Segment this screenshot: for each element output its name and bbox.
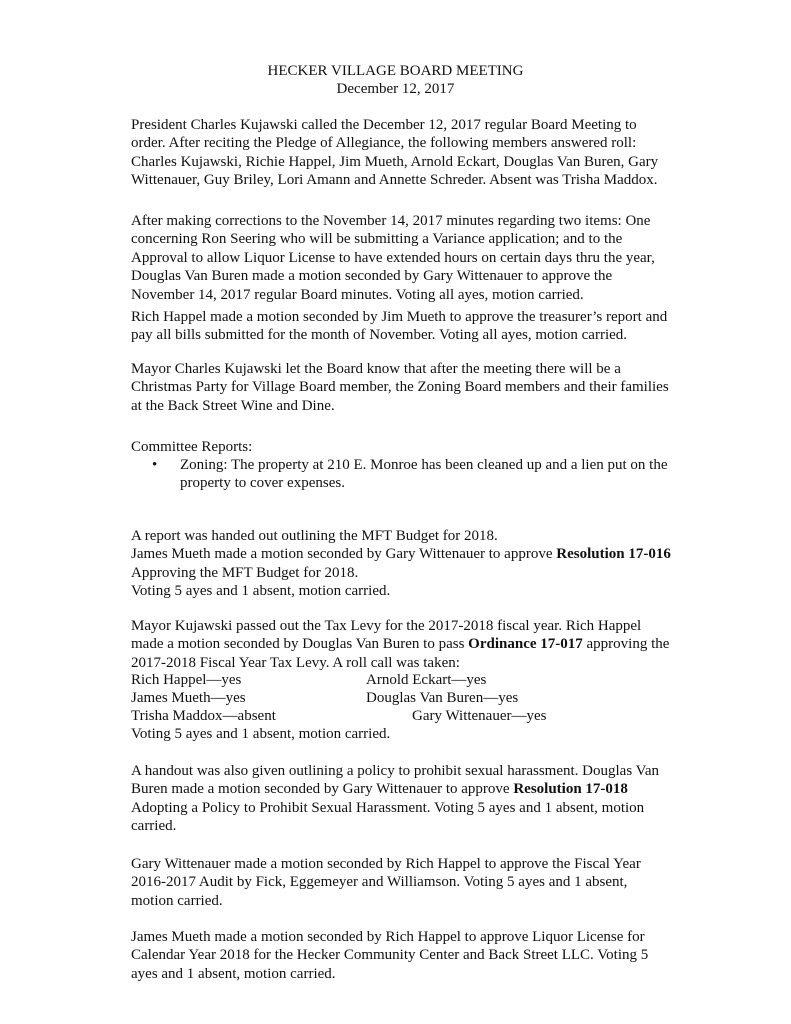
- committee-reports-heading: Committee Reports:: [131, 439, 253, 455]
- text-line: A report was handed out outlining the MFT Budget for 2018.: [131, 528, 498, 544]
- resolution-number: Resolution 17-018: [513, 781, 628, 798]
- text-line: Gary Wittenauer made a motion seconded by Rich Happel to approve the Fiscal Year: [131, 856, 641, 872]
- paragraph-treasurer-report: [131, 308, 731, 345]
- roll-call-vote-2a: James Mueth—yes: [131, 690, 246, 706]
- roll-call-vote-3b: Gary Wittenauer—yes: [412, 708, 547, 724]
- text-line: pay all bills submitted for the month of November. Voting all ayes, motion carried.: [131, 327, 628, 344]
- text-line: Adopting a Policy to Prohibit Sexual Harassment. Voting 5 ayes and 1 absent, motion: [131, 799, 645, 816]
- text-line: concerning Ron Seering who will be submitting a Variance application; and to the: [131, 231, 623, 248]
- paragraph-mft-budget: [131, 527, 731, 601]
- text-line: [131, 545, 731, 563]
- roll-call-vote-2b: Douglas Van Buren—yes: [366, 690, 519, 706]
- text-line: carried.: [131, 818, 177, 835]
- text-line: November 14, 2017 regular Board minutes. Voting all ayes, motion carried.: [131, 286, 584, 303]
- text-run: approving the: [582, 636, 670, 653]
- text-line: A handout was also given outlining a policy to prohibit sexual harassment. Douglas Van: [131, 763, 659, 779]
- text-line: Douglas Van Buren made a motion seconded by Gary Wittenauer to approve the: [131, 268, 613, 285]
- text-line: [131, 635, 731, 653]
- text-run: Buren made a motion seconded by Gary Wittenauer to approve: [131, 781, 514, 798]
- text-line: property to cover expenses.: [180, 475, 345, 492]
- paragraph-minutes-corrections: [131, 212, 731, 304]
- paragraph-audit: [131, 855, 731, 910]
- text-line: motion carried.: [131, 892, 223, 909]
- text-line: Wittenauer, Guy Briley, Lori Amann and Annette Schreder. Absent was Trisha Maddox.: [131, 172, 658, 189]
- text-line: Zoning: The property at 210 E. Monroe has been cleaned up and a lien put on the: [180, 457, 668, 473]
- text-line: at the Back Street Wine and Dine.: [131, 397, 335, 414]
- text-line: Christmas Party for Village Board member, the Zoning Board members and their families: [131, 379, 669, 396]
- text-line: Calendar Year 2018 for the Hecker Community Center and Back Street LLC. Voting 5: [131, 947, 649, 964]
- text-line: Rich Happel made a motion seconded by Jim Mueth to approve the treasurer’s report and: [131, 309, 668, 325]
- text-run: made a motion seconded by Douglas Van Buren to pass: [131, 636, 469, 653]
- text-line: 2017-2018 Fiscal Year Tax Levy. A roll call was taken:: [131, 654, 460, 671]
- text-line: Mayor Kujawski passed out the Tax Levy for the 2017-2018 fiscal year. Rich Happel: [131, 618, 642, 634]
- ordinance-number: Ordinance 17-017: [468, 636, 583, 653]
- text-line: 2016-2017 Audit by Fick, Eggemeyer and Williamson. Voting 5 ayes and 1 absent,: [131, 874, 628, 891]
- text-line: Approval to allow Liquor License to have extended hours on certain days thru the year,: [131, 249, 655, 266]
- committee-item-zoning: [180, 456, 720, 493]
- bullet-icon: •: [152, 457, 158, 473]
- text-line: James Mueth made a motion seconded by Rich Happel to approve Liquor License for: [131, 929, 645, 945]
- paragraph-liquor-license: [131, 928, 731, 983]
- text-line: Voting 5 ayes and 1 absent, motion carried.: [131, 583, 391, 600]
- document-title: HECKER VILLAGE BOARD MEETING: [267, 63, 524, 79]
- roll-call-vote-3a: Trisha Maddox—absent: [131, 708, 276, 724]
- tax-levy-result: Voting 5 ayes and 1 absent, motion carried.: [131, 726, 391, 742]
- text-line: President Charles Kujawski called the December 12, 2017 regular Board Meeting to: [131, 117, 637, 133]
- paragraph-christmas-party: [131, 360, 731, 415]
- paragraph-harassment-policy: [131, 762, 731, 836]
- text-line: Approving the MFT Budget for 2018.: [131, 564, 359, 581]
- roll-call-vote-1a: Rich Happel—yes: [131, 672, 242, 688]
- text-run: James Mueth made a motion seconded by Gary Wittenauer to approve: [131, 546, 557, 563]
- text-line: Charles Kujawski, Richie Happel, Jim Mueth, Arnold Eckart, Douglas Van Buren, Gary: [131, 153, 659, 170]
- paragraph-tax-levy: [131, 617, 731, 672]
- document-date: December 12, 2017: [336, 81, 455, 97]
- paragraph-call-to-order: [131, 116, 731, 190]
- text-line: ayes and 1 absent, motion carried.: [131, 965, 336, 982]
- roll-call-vote-1b: Arnold Eckart—yes: [366, 672, 487, 688]
- text-line: [131, 780, 731, 798]
- text-line: After making corrections to the November 14, 2017 minutes regarding two items: One: [131, 213, 651, 229]
- text-line: order. After reciting the Pledge of Allegiance, the following members answered roll:: [131, 135, 637, 152]
- text-line: Mayor Charles Kujawski let the Board know that after the meeting there will be a: [131, 361, 621, 377]
- resolution-number: Resolution 17-016: [556, 546, 671, 563]
